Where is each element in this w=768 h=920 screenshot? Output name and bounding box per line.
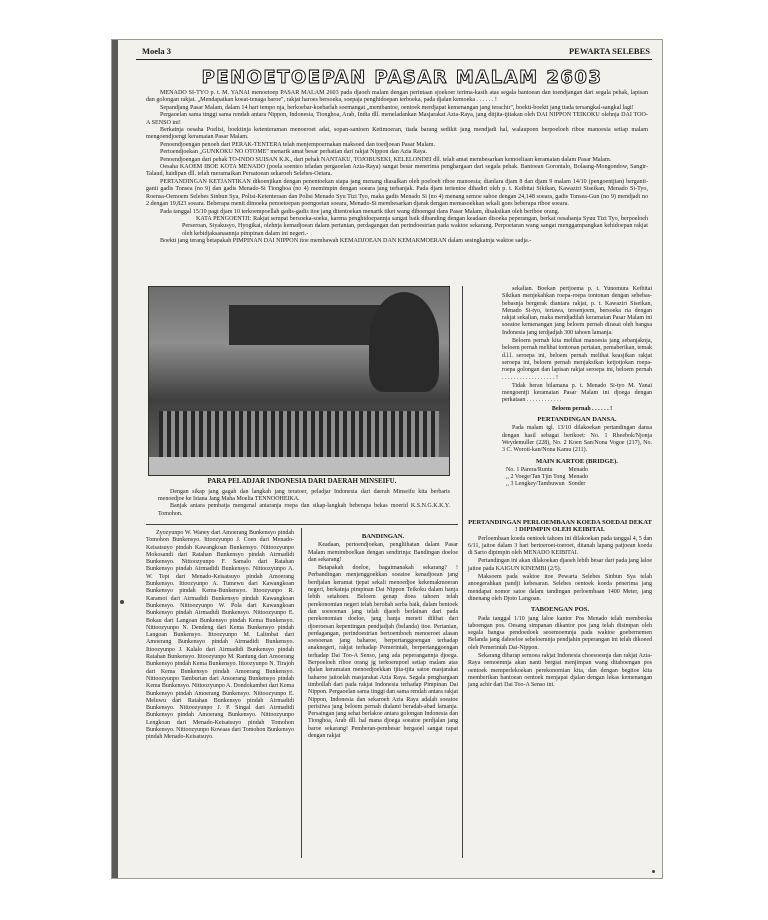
table-cell: ,, 3 Lengkey/Tambuwun	[506, 481, 565, 488]
table-cell: ,, 2 Voege/Tan Tjin Tong	[506, 474, 566, 481]
column-paragraph: Pada tanggal 1/10 jang laloe kantor Pos Menado telah membeoka taboengan pos. Oesang simpanan dikantor pos jang telah disimpan oleh segala bangsa pendoedoek seoemoemnja pada waktoe goebernemen Belanda jang dahoeloe sebeloemnja pendjahin peperangan ini telah dikoeed oleh Pemerintah Dai-Nippon.	[468, 615, 652, 651]
intro-article	[146, 90, 648, 246]
section-heading: PERTANDINGAN DANSA.	[537, 416, 617, 424]
photo-caption-body	[158, 489, 450, 518]
transfer-notices-column	[146, 530, 294, 743]
section-divider	[146, 524, 458, 525]
intro-paragraph: PERTANDINGAN KETJANTIKAN dikoenjikan dengan penentoekan siapa jang menang diasalkan oleh poeloeh riboe manoesia; dianlara djam 8 dan djam 9 malam 14/10 (pengoentjian) berganti-ganti gadis Tonsea (no 9) dan gadis Menado-Si Tionghoa (no 4) memimpin dengan soeara jang terbanjak. Pada djam terientoe dihadiri oleh p. t. Keibitai Sikikan, Kawaziri Siseikan, Menado Si-Tyo, Roensa-Oemoem Selebes Sinbun Sya, Polisi-Ketenteraan dan Polisi Menado Syu Tizi Tyo, maka gadis Menado Si (no 4) menang semoe saboe dengan 24,148 soeara, gadis Tonsea-Gun (no 9) mendjadi no 2 dengan 19,823 soeara. Beberapa menit dimoeka penoetoepan poengoetan soeara, Menado-Si membesarkan djarak dengan memasoekkan sekali goes beberapa riboe soeara.	[146, 178, 648, 208]
intro-paragraph: Penoendjoengan dari pehak TO-INDO SUISAN K.K., dari pehak NANTAKU, TOJOBUSEKI, KELELONDEI dll. telah amat membesarkan kemoeliaan keramaian dalam Pasar Malam.	[160, 156, 612, 163]
article-title: PENOETOEPAN PASAR MALAM 2603	[201, 67, 603, 88]
photo-caption-title: PARA PELADJAR INDONESIA DARI DAERAH MINSEIFU.	[207, 477, 397, 485]
header-rule	[136, 59, 652, 60]
column-divider	[462, 286, 463, 858]
table-row	[506, 467, 591, 474]
column-paragraph: Zyozyunpo W. Waney dari Amoerang Bunkensyo pindah Tomohon Bunkensyo. Ittoozyunpo J. Coen dari Menado-Keisatsuyo pindah Kawangkoan Bunkensyo. Nittoozyunpo Mokosandi dari Ratahan Bunkensyo pindah Airmadidi Bunkensyo. Nittoozyunpo F. Samalo dari Ratahan Bunkensyo pindah Airmadidi Bunkensyo. Nittoozyunpo A. W. Tepi dari Menado-Keisatsuyo pindah Amoerang Bunkensyo. Ittoozyunpo A. Tumewu dari Kawangkoan Bunkensyo pindah Kema-Bunkensyo. Ittoozyunpo R. Karamoi dari Airmadidi Bunkensyo pindah Kawangkoan Bunkensyo. Nittoozyunpo W. Pola dari Kawangkoan Bunkensyo pindah Airmadidi Bunkensyo. Nittoozyunpo E. Bokau dari Langoan Bunkensyo pindah Kema Bunkensyo. Nittoozyunpo N. Dendeng dari Kema Bunkensyo pindah Langoan Bunkensyo. Ittoozyunpo M. Lalimbat dari Amoerang Bunkensyo pindah Airmadidi Bunkensyo. Ittoozyunpo J. Kalalo dari Airmadidi Bunkensyo pindah Ratahan Bunkensyo. Ittoozyunpo M. Rantung dari Amoerang Bunkensyo pindah Kema Bunkensyo. Ittoozyunpo N. Tirajoh dari Kema Bunkensyo pindah Amoerang Bunkensyo. Nittoozyunpo Tamburian dari Amoerang Bunkensyo pindah Kema Bunkensyo. Nittoozyunpo A. Dondokambei dari Kema Bunkensyo pindah Amoerang Bunkensyo. Nittoozyunpo E. Meluwu dari Ratahan Bunkensyo pindah Airmadidi Bunkensyo. Nittoozyunpo J. P. Singal dari Airmadidi Bunkensyo pindah Amoerang Bunkensyo. Nittoozyunpo Lengkoan dari Menado-Keisatsuyo pindah Tomohon Bunkensyo. Nittoozyunpo Kowaas dari Tomohon Bunkensyo pindah Menado-Keisatsuyo.	[146, 530, 294, 741]
marching-students	[159, 411, 439, 457]
section-heading: TABOENGAN POS.	[530, 606, 590, 614]
ground	[149, 457, 449, 475]
table-row	[506, 481, 591, 488]
page-binding-edge	[112, 40, 118, 878]
bridge-results-table	[506, 467, 591, 489]
table-cell: Sonder	[568, 481, 586, 488]
tree	[369, 292, 439, 392]
column-paragraph: Sekarang diharap semoea rakjat Indonesia choesoesnja dan rakjat Azia-Raya oemoemnja akan nanti bergiat menjimpan wang ditaboengan pos oentoek memperlekoekan perekonomian kita, dan dengan begitoe kita memberikan bantoean oentoek menjapai djalan dengan lekas kemenangan jang achir dari Dai Too-A Senso ini.	[468, 653, 652, 689]
table-cell: Menado	[568, 466, 589, 473]
dance-results: Pada malam tgl. 13/10 dilakoekan pertandingan dansa dengan hasil sebagai berikoet: No. 1 Rheebok/Njonja Weydemuller (228), No. 2 Koen San/Nona Vogoe (217), No. 3 C. Woroti-kan/Nona Kamu (211).	[502, 425, 652, 454]
page-number: Moela 3	[142, 46, 172, 56]
column-paragraph: Betapakah doeloe, bagaimanakah sekarang? ! Perbandingan menjenggoekkan soeatoe kenadjoean jang berdjalan keramat tjepat sekali menoedjoe kekemakmoeran negeri, berkatnja pimpinan Dai Nippon Teikoku dalam hanja lebih setahoen. Beloem genap doea tahoen telah perekonomian negeri telah berobah serba baik, dalam bentoek dan soesoenan jang telah djaoeh berlainan dari pada perekonomian doeloe, jang hanja meneti dilihat dari djoeroesan kepentingan pendjadjah (belanda) itoe. Pertanian, perdagangan, perindoestrian bertoemboeh menoeroet alasan soesoenan jang baharoe, berpertanggoengan terhadap anaknegeri, rakjat terhadap Pemerintah, berpertanggoengan terhadap Dai Too-A Senso, jang ada peperangannja djoega. Berpoeloeh riboe orang jg terkoempoel setiap malam atas djalan keramaian menoedjoekkan tjita-tjita satoe masjarakat baharoe jaitoelah masjarakat Azia Raya. Segala penghargaan timbollah dari pada rakjat Indonesia terhadap Pimpinan Dai Nippon. Pergaoelan sama tinggi dan sama rendah antara rakjat Nippon, Indonesia dan sekaroeh Azia Raya adalah soeatoe peristiwa jang beloem pernah dialami beradab-abad lamanja. Persaingan jang sehat berlakoe antara golongan Indonesia dan Tionghoa, Arab dll. hal mana djoega soeatoe perdjalan jang baroe sekarang! Pemberan-pembesar bergaoel sangat rapat dengan rakjat	[308, 565, 459, 740]
column-paragraph: Beloem pernah . . . . . . !	[551, 405, 613, 412]
closing-statement: KATA PENGOENTJI: Rakjat sempat bersoeka-soeka, karena penghidoepannja sangat baik dibanding dengan keadaan disoeka peperangan, berkat oesahanja Syuu Tizi Tyo, berpoeloeh Perseroan, Siyakusyo, Hyogikai, olehnja kemadjoean dalam pertanian, perdagangan dan perindoestrian pada waktoe sekarang. Perpoetaran wang sangat menggampangkan kehidoepan rakjat oleh kebidjaksanaannja pimpinan dalam ini negeri.-	[182, 215, 648, 237]
caption-paragraph: Banjak antara pembatja mengenal antaranja roepa dan sikap-langkah beberapa bekas moerid K.S.N.G.K.K.Y. Tomohon.	[158, 503, 450, 517]
column-paragraph: Perloembaan koeda oentoek tahoen ini dilakoekan pada tanggal 4, 5 dan 6/11, jaitoe dalam 3 hari bertoeroet-toeroet, ditanah lapang patjoean koeda di Sario dipimpin oleh MENADO KEIBITAI.	[468, 535, 652, 557]
intro-paragraph: Pada tanggal 15/10 pagi djam 10 terkoempoellah gadis-gadis itoe jang ditentoekan menarik tiket wang diboengai dans Pasar Malam, disaksikan oleh beriboe orang.	[160, 208, 560, 215]
newspaper-name: PEWARTA SELEBES	[568, 46, 650, 56]
intro-paragraph: Pertoendjoekan „GUNKOKU NO OTOME" menarik amat besar perhatian dari rakjat Nippon dan Azia Raya.	[160, 149, 428, 156]
right-column-top	[502, 286, 652, 491]
page-header	[142, 46, 650, 58]
intro-paragraph: Sepandjang Pasar Malam, dalam 14 hari tempo nja, berkoebar-koebarlah soemangat „membantoe, oentoek merdjapat kemenangan jang terachir", boekti-boekti jang tiada tersangkal-sangkal lagi!	[160, 104, 634, 111]
column-divider	[301, 528, 302, 858]
section-heading: PERTANDINGAN PERLOEMBAAN KOEDA SOEDAI DEKAT ! DIPIMPIN OLEH KEIBITAI.	[468, 519, 652, 534]
print-speck	[652, 870, 655, 873]
caption-paragraph: Dengan sikap jang gagah dan langkah jang teratoer, peladjar Indonesia dari daerah Minseifu kita berbaris menoedjoe ke Istana Jang Maha Moelia TENNOOHEIKA.	[158, 489, 450, 503]
column-paragraph: Tidak heran bilamana p. t. Menado Si-tyo M. Yanai mengoentji keramaian Pasar Malam ini djoega dengan perkataan . . . . . . . . . . . .	[502, 382, 652, 404]
students-photo	[148, 286, 450, 476]
column-paragraph: Keadaan, pertoendjoekan, pengliihatan dalam Pasar Malam memimboelkan dengan sendirinja: Bandingan doeloe dan sekarang!	[308, 542, 458, 563]
intro-paragraph: MENADO SI-TYO p. t. M. YANAI menoetoep PASAR MALAM 2603 pada djaoeh malam dengan perintaan sjoekoer terima-kasih atas segala bantoean dan toendjangan dari segala pehak, lapisan dan golongan rakjat. „Mendapatkan koeat-tenaga baroe", rakjat haroes bersoeka, soepaja penghidoepan terboeka, pada djalan kemoeka . . . . . . !	[146, 90, 648, 104]
column-paragraph: Beloem pernah kita melihat manoesia jang sebanjaknja, beloem pernah melihat tontonan pertaian, pemaberikan, temak d.l.l. seroepa ini, beloem pernah melihat keasjikan rakjat seroepa ini, beloem pernah menjaksikan ketjotjokan roepa-roepa golongan dan lapisan rakjat seroepa ini, beloem pernah . . . . . . . . . . . . . . . . . . !	[502, 338, 652, 381]
intro-paragraph: Boekti jang terang betapakah PIMPINAN DAI NIPPON itoe membawah KEMADJOEAN DAN KEMAKMOERAN dalam sesingkatnja waktoe sadja.-	[160, 238, 532, 245]
intro-paragraph: Penoendjoengan penoeh dari PERAK-TENTERA telah menjempoernakan maksoed dan toedjoean Pasar Malam.	[160, 141, 435, 148]
right-column-bottom	[468, 516, 652, 691]
building-roof	[229, 305, 389, 345]
column-paragraph: sekalian. Boekan pertjoema p. t. Yunomura Keibitai Sikikan menjekahkan roepa-roepa tontonan dengan sebebas-bebasnja bergerak diantara rakjat, p. t. Kawaziri Siseikan, Menado Si-tyo, tertawa, tersenjoem, bersoeka ria dengan rakjat sekalian, maka mendjadilah keramaian Pasar Malam ini soeatoe kemenangan jang beloem pernah dirasai oleh bangsa Indonesia jang terdjadjah 300 tahoen lamanja.	[502, 286, 652, 336]
column-paragraph: Pertandingan ini akan dilakoekan djaoeh lebih besar dari pada jang laloe jaitoe pada KAIGUN KINEMBI (2/5).	[468, 558, 652, 572]
column-paragraph: Maksoem pada waktoe itoe Pewarta Selebes Sinbun Sya telah anoegerahkan pandji kebesaran. Selebes oentoek koeda penerima jang mendapat nomor satoe dalam tandingan perloembaan 1400 Meter, jang dinenang oleh Djoto Langoan.	[468, 574, 652, 602]
table-cell: No. 1 Parera/Runtu	[506, 466, 553, 473]
table-cell: Menado	[568, 474, 589, 481]
intro-paragraph: Berkatnja oesaha Poelisi, boektinja ketenteraman menoeroet adat, sopan-santoen Ketimoeran, tiada barang sedikit jang mendjadi hal, walaupoen berpoeloeh riboe manoesia setiap malam mengoendjoengi keramaian Pasar Malam.	[146, 127, 648, 141]
newspaper-page	[112, 40, 662, 878]
intro-paragraph: Oesaha KAOEM IBOE KOTA MENADO (poela soenteo teladan pergaoelan Azia-Raya) sangat besar menerima penghargaan dari segala pehak. Bantoean Gorontalo, Bolaang-Mongondow, Sangir-Talaud, haidipan dll. telah meramaikan Persatoean sekaroeh Selebes-Oetara.	[146, 164, 648, 178]
section-heading: BANDINGAN.	[361, 533, 405, 540]
intro-paragraph: Pergaoelan sama tinggi sama rendah antara Nippon, Indonesia, Tionghoa, Arab, India dll. meneladankan Masjarakat Azia-Raya, jang ditjita-tjitakan oleh DAI NIPPON TEIKOKU olehnja DAI TOO-A SENSO ini!	[146, 112, 648, 126]
comparison-column	[308, 530, 458, 741]
section-heading: MAIN KARTOE (BRIDGE).	[536, 457, 618, 465]
print-speck	[120, 600, 124, 604]
table-row	[506, 474, 591, 481]
